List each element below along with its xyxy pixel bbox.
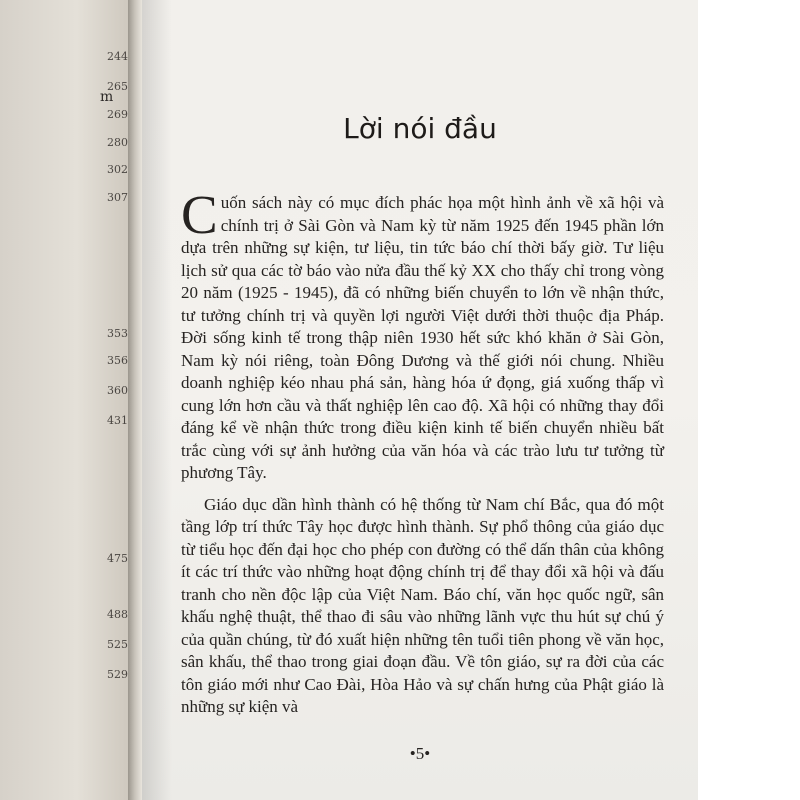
toc-page-number: 265 bbox=[107, 80, 128, 93]
paragraph-1-text: uốn sách này có mục đích phác họa một hình ảnh về xã hội và chính trị ở Sài Gòn và Nam kỳ từ năm 1925 đến 1945 phần lớn dựa trên những sự kiện, tư liệu, tin tức báo chí thời bấy giờ. Tư liệu lịch sử qua các tờ báo vào nửa đầu thế kỷ XX cho thấy chỉ trong vòng 20 năm (1925 - 1945), đã có những biến chuyển to lớn về nhận thức, tư tưởng chính trị và quyền lợi người Việt dưới thời thuộc địa Pháp. Đời sống kinh tế trong thập niên 1930 hết sức khó khăn ở Sài Gòn, Nam kỳ nói riêng, toàn Đông Dương và thế giới nói chung. Nhiều doanh nghiệp kéo nhau phá sản, hàng hóa ứ đọng, giá xuống thấp vì cung lớn hơn cầu và thất nghiệp lên cao độ. Xã hội có những thay đổi đáng kể về nhận thức trong điều kiện kinh tế biến chuyển nhiều bất trắc cùng với sự ảnh hưởng của văn hóa và các trào lưu tư tưởng từ phương Tây. bbox=[181, 193, 664, 482]
drop-cap: C bbox=[181, 184, 218, 245]
toc-page-number: 244 bbox=[107, 50, 128, 63]
page-number: •5• bbox=[409, 744, 431, 763]
toc-page-number: 280 bbox=[107, 136, 128, 149]
toc-page-number: 488 bbox=[107, 608, 128, 621]
toc-page-number: 356 bbox=[107, 354, 128, 367]
toc-page-number: 475 bbox=[107, 552, 128, 565]
background bbox=[698, 0, 800, 800]
toc-page-number: 529 bbox=[107, 668, 128, 681]
page-title: Lời nói đầu bbox=[343, 112, 497, 145]
paragraph-2: Giáo dục dần hình thành có hệ thống từ Nam chí Bắc, qua đó một tầng lớp trí thức Tây học được hình thành. Sự phổ thông của giáo dục từ tiểu học đến đại học cho phép con đường có thể dấn thân của không ít các trí thức vào những hoạt động chính trị để thay đổi xã hội và đấu tranh cho nền độc lập của Việt Nam. Báo chí, văn học quốc ngữ, sân khấu nghệ thuật, thể thao đi sâu vào những lãnh vực thu hút sự chú ý của quần chúng, từ đó xuất hiện những tên tuổi tiên phong về văn học, sân khấu, thể thao trong giai đoạn đầu. Về tôn giáo, sự ra đời của các tôn giáo mới như Cao Đài, Hòa Hảo và sự chấn hưng của Phật giáo là những sự kiện và bbox=[181, 494, 664, 716]
toc-page-number: 360 bbox=[107, 384, 128, 397]
toc-page-number: 353 bbox=[107, 327, 128, 340]
toc-page-number: 307 bbox=[107, 191, 128, 204]
paragraph-1 bbox=[181, 184, 664, 485]
toc-page-number: 525 bbox=[107, 638, 128, 651]
left-page bbox=[0, 0, 128, 800]
toc-page-number: 269 bbox=[107, 108, 128, 121]
toc-margin-letter: m bbox=[100, 89, 114, 105]
body-text bbox=[181, 184, 664, 719]
toc-page-number: 431 bbox=[107, 414, 128, 427]
toc-page-number: 302 bbox=[107, 163, 128, 176]
book-gutter bbox=[128, 0, 142, 800]
